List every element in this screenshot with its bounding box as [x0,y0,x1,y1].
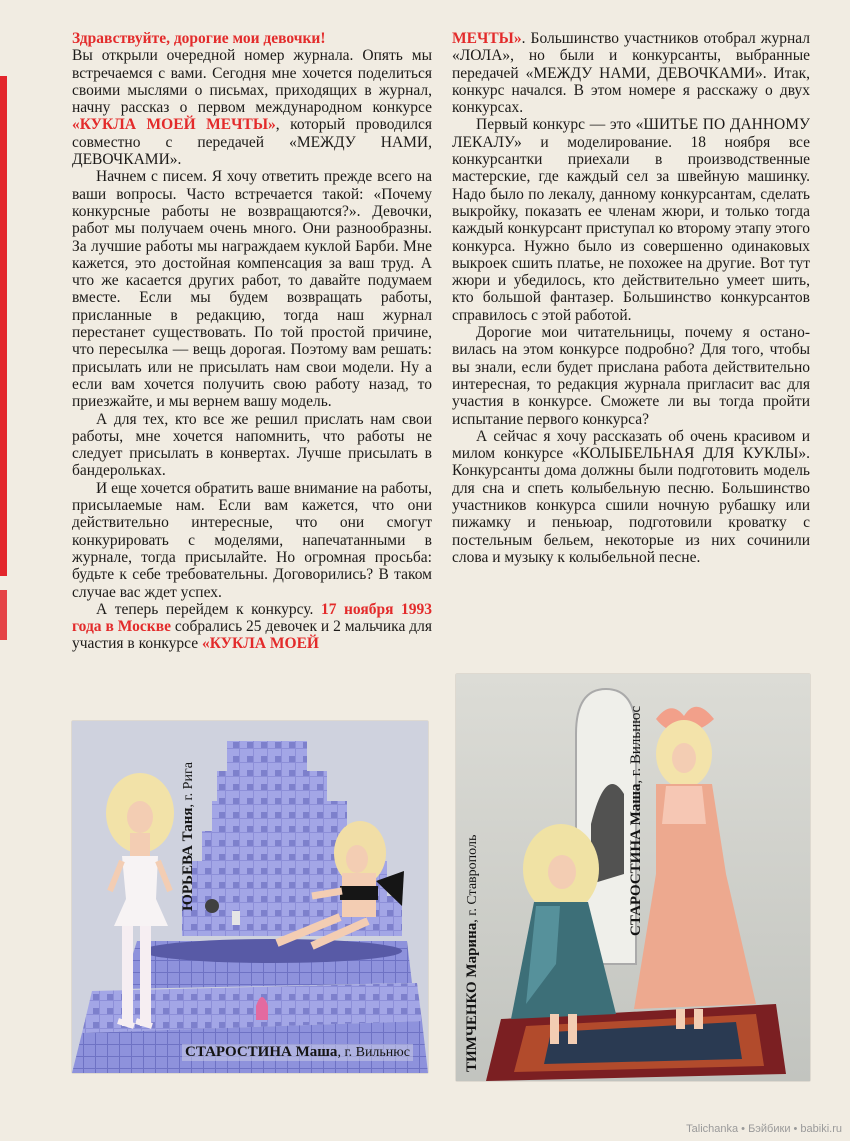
participant-name: ТИМЧЕНКО Марина [464,922,480,1072]
photo-dolls-nightwear [456,674,810,1081]
page-edge-red-strip [0,76,7,576]
photo2-caption-right-vertical [628,706,645,936]
article-column-left [72,30,432,653]
text-run: собрались 25 девочек и 2 мальчика для участия в конкурсе [72,618,432,653]
paragraph: А для тех, кто все же решил прислать нам свои работы, мне хочется напомнить, что работы не следует присылать в конвертах. Лучше присылать в бандерольках. [72,410,432,480]
contest-name-highlight: «КУКЛА МОЕЙ МЕЧТЫ» [72,116,276,134]
site-watermark: Talichanka • Бэйбики • babiki.ru [686,1123,842,1135]
photo-dolls-bath [72,721,428,1073]
date-place-highlight: 17 ноября 1993 года в Москве [72,600,432,636]
participant-city: , г. Вильнюс [337,1045,410,1060]
paragraph [72,47,432,168]
page-edge-red-strip-lower [0,590,7,640]
participant-name: СТАРОСТИНА Маша [628,783,644,936]
contest-name-highlight: МЕЧТЫ» [452,30,522,47]
paragraph: Начнем с писем. Я хочу ответить прежде всего на ваши вопросы. Часто встречается такой: «Почему конкурсные работы не возвращаются?». Девочки, работ мы получаем очень много. Они разнообразны. За лучшие работы мы награждаем куклой Барби. Мне кажется, это достойная компенсация за ваш труд. А что же касается других работ, то давайте подумаем вместе. Если мы будем возвращать работы, присланные в редакцию, тогда наш журнал перестанет существовать. По той простой причине, что пересылка — вещь дорогая. Поэтому вам решать: присылать или не присылать нам свои модели. Ну а если вам хочется получить свою работу назад, то приезжайте, и мы вернем вашу модель. [72,168,432,411]
article-greeting: Здравствуйте, дорогие мои девочки! [72,30,326,47]
photo-dolls-bath-illustration [72,721,428,1073]
text-run: , который проводился совместно с передачей «МЕЖДУ НАМИ, ДЕВОЧКАМИ». [72,116,432,169]
participant-name: СТАРОСТИНА Маша [185,1044,338,1060]
participant-city: , г. Вильнюс [628,705,644,784]
photo1-caption-bottom [182,1044,413,1061]
paragraph: А сейчас я хочу рассказать об очень красивом и милом конкурсе «КОЛЫБЕЛЬНАЯ ДЛЯ КУКЛЫ». Конкурсанты дома должны были подготовить модель для сна и спеть колыбельную песню. Большинство участников конкурса сшили ночную рубашку или пижамку и пеньюар, подготовили кроватку с постельным бельем, некоторые из них сочинили слова и музыку к колыбельной песне. [452,427,810,566]
paragraph: Первый конкурс — это «ШИТЬЕ ПО ДАННОМУ ЛЕКАЛУ» и моделирование. 18 ноября все конкурсантки приехали в производственные мастерские, где каждый сел за швейную машинку. Надо было по лекалу, данному конкурсантам, сделать выкройку, показать ее членам жюри, и только тогда каждый конкурсант приступал ко второму этапу этого конкурса. Нужно было из совершенно одинаковых выкроек сшить платье, не похожее на другие. Вот тут жюри и убедилось, кто действительно умеет шить, кто большой фантазер. Большинство конкурсантов справилось с этой работой. [452,116,810,324]
text-run: Вы открыли очередной номер журнала. Опять мы встречаемся с вами. Сегодня мне хочется поделиться своими мыслями о письмах, приходящих в журнал, начну рассказ о первом международном конкурсе [72,47,432,117]
photo2-caption-left-vertical [464,835,481,1072]
paragraph: Дорогие мои читательницы, почему я остановилась на этом конкурсе подробно? Для того, чтобы вы знали, если будет прислана работа действительно интересная, то редакция журнала пригласит вас для участия в конкурсе. Сможете ли вы тогда пройти испытание первого конкурса? [452,324,810,428]
paragraph [72,601,432,653]
text-run: А теперь перейдем к конкурсу. [96,600,321,618]
photo1-caption-vertical [180,762,197,911]
participant-city: , г. Рига [181,762,196,808]
participant-city: , г. Ставрополь [465,834,480,923]
article-column-right [452,30,810,566]
paragraph [452,30,810,116]
text-run: . Большинство участников отобрал журнал «ЛОЛА», но были и конкурсанты, выбранные передачей «МЕЖДУ НАМИ, ДЕВОЧКАМИ». Итак, конкурс начался. В этом номере я расскажу о двух конкурсах. [452,30,810,117]
paragraph: И еще хочется обратить ваше внимание на работы, присылаемые нам. Если вам кажется, что они действительно интересные, что они смогут конкурировать с моделями, напечатанными в журнале, тогда присылайте. Но огромная просьба: будьте к себе требовательны. Договорились? В таком случае вас ждет успех. [72,479,433,601]
contest-name-highlight: «КУКЛА МОЕЙ [202,635,319,653]
participant-name: ЮРЬЕВА Таня [180,807,196,911]
